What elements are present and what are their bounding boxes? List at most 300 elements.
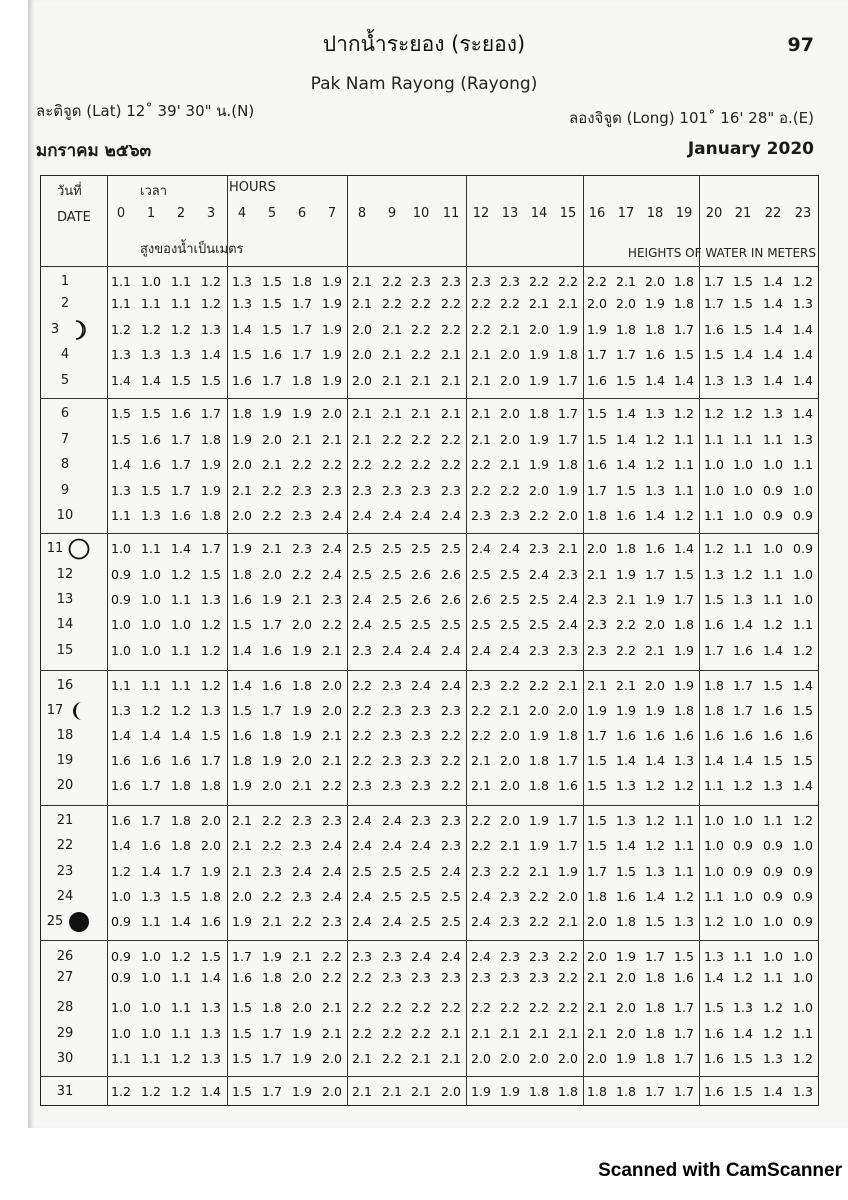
height-value: 2.3 — [529, 541, 549, 556]
height-value: 2.5 — [352, 864, 372, 879]
height-value: 2.3 — [500, 970, 520, 985]
height-value: 2.5 — [382, 864, 402, 879]
height-value: 1.7 — [645, 1084, 665, 1099]
height-value: 1.9 — [292, 703, 312, 718]
hour-label: 19 — [675, 206, 693, 221]
height-value: 2.1 — [500, 1026, 520, 1041]
height-value: 2.2 — [500, 1000, 520, 1015]
height-value: 1.8 — [529, 778, 549, 793]
height-value: 1.2 — [793, 274, 813, 289]
height-value: 1.1 — [171, 643, 191, 658]
height-value: 1.9 — [201, 864, 221, 879]
height-value: 2.3 — [382, 728, 402, 743]
height-value: 2.3 — [441, 813, 461, 828]
height-value: 1.5 — [201, 567, 221, 582]
height-value: 2.2 — [411, 347, 431, 362]
height-value: 1.0 — [111, 1000, 131, 1015]
height-value: 2.4 — [411, 508, 431, 523]
height-value: 1.4 — [616, 406, 636, 421]
hour-label: 22 — [764, 206, 782, 221]
height-value: 2.2 — [500, 864, 520, 879]
last-quarter-moon-icon — [67, 699, 91, 723]
height-value: 2.3 — [292, 813, 312, 828]
height-value: 1.4 — [793, 373, 813, 388]
height-value: 2.2 — [558, 1000, 578, 1015]
latitude-label: ละติจูด (Lat) 12˚ 39' 30" น.(N) — [36, 102, 255, 120]
height-value: 1.5 — [587, 813, 607, 828]
height-value: 2.4 — [441, 949, 461, 964]
height-value: 1.4 — [171, 541, 191, 556]
height-value: 1.6 — [262, 678, 282, 693]
height-value: 1.6 — [645, 541, 665, 556]
height-value: 1.6 — [262, 643, 282, 658]
height-value: 1.1 — [171, 592, 191, 607]
height-value: 1.2 — [674, 889, 694, 904]
height-value: 1.2 — [201, 617, 221, 632]
new-moon-icon — [67, 910, 91, 934]
height-value: 1.1 — [111, 274, 131, 289]
day-number: 4 — [60, 347, 70, 362]
height-value: 2.3 — [411, 703, 431, 718]
height-value: 2.2 — [529, 889, 549, 904]
hour-label: 2 — [176, 206, 186, 221]
height-value: 1.3 — [616, 813, 636, 828]
height-value: 0.9 — [793, 864, 813, 879]
height-value: 2.2 — [322, 970, 342, 985]
height-value: 2.0 — [587, 541, 607, 556]
height-value: 0.9 — [111, 970, 131, 985]
height-value: 1.9 — [529, 813, 549, 828]
height-value: 1.7 — [645, 567, 665, 582]
height-value: 2.3 — [471, 274, 491, 289]
height-value: 2.0 — [529, 1051, 549, 1066]
height-value: 2.3 — [441, 274, 461, 289]
height-value: 1.8 — [262, 970, 282, 985]
height-value: 2.4 — [322, 889, 342, 904]
height-value: 1.4 — [733, 617, 753, 632]
height-value: 2.0 — [322, 1051, 342, 1066]
height-value: 1.5 — [704, 347, 724, 362]
height-value: 1.2 — [704, 914, 724, 929]
height-value: 0.9 — [763, 838, 783, 853]
height-value: 1.5 — [111, 406, 131, 421]
height-value: 2.4 — [352, 617, 372, 632]
page-number: 97 — [787, 34, 814, 56]
height-value: 1.9 — [558, 864, 578, 879]
height-value: 1.0 — [793, 592, 813, 607]
height-value: 0.9 — [763, 864, 783, 879]
height-value: 1.0 — [733, 508, 753, 523]
height-value: 2.4 — [382, 914, 402, 929]
height-value: 1.0 — [141, 949, 161, 964]
height-value: 2.0 — [292, 970, 312, 985]
height-value: 2.3 — [411, 778, 431, 793]
column-divider — [466, 175, 467, 1106]
height-value: 2.3 — [411, 483, 431, 498]
height-value: 1.2 — [674, 508, 694, 523]
height-value: 2.0 — [529, 703, 549, 718]
height-value: 1.4 — [645, 508, 665, 523]
height-value: 1.6 — [616, 889, 636, 904]
height-value: 1.5 — [733, 296, 753, 311]
height-value: 1.3 — [232, 274, 252, 289]
hour-label: 23 — [794, 206, 812, 221]
height-value: 2.0 — [322, 678, 342, 693]
height-value: 2.4 — [322, 864, 342, 879]
height-value: 2.1 — [322, 643, 342, 658]
height-value: 1.1 — [141, 914, 161, 929]
height-value: 1.3 — [201, 592, 221, 607]
height-value: 1.8 — [616, 541, 636, 556]
height-value: 1.5 — [232, 617, 252, 632]
height-value: 1.8 — [674, 617, 694, 632]
height-value: 2.4 — [322, 541, 342, 556]
day-number: 7 — [60, 432, 70, 447]
height-value: 2.1 — [352, 1084, 372, 1099]
tide-table — [40, 175, 819, 1106]
scanner-watermark: Scanned with CamScanner — [598, 1160, 842, 1181]
height-value: 1.8 — [292, 678, 312, 693]
height-value: 1.2 — [111, 864, 131, 879]
height-value: 2.4 — [382, 838, 402, 853]
height-value: 2.4 — [411, 678, 431, 693]
height-value: 1.2 — [733, 970, 753, 985]
height-value: 2.2 — [441, 728, 461, 743]
height-value: 1.8 — [201, 432, 221, 447]
height-value: 2.1 — [352, 296, 372, 311]
height-value: 2.2 — [292, 567, 312, 582]
height-value: 1.8 — [232, 406, 252, 421]
height-value: 1.9 — [529, 432, 549, 447]
height-value: 1.9 — [232, 778, 252, 793]
height-value: 1.0 — [763, 541, 783, 556]
height-value: 2.3 — [411, 728, 431, 743]
height-value: 1.9 — [322, 296, 342, 311]
height-value: 1.4 — [674, 373, 694, 388]
height-value: 1.1 — [733, 432, 753, 447]
height-value: 1.3 — [111, 347, 131, 362]
height-value: 1.2 — [733, 406, 753, 421]
height-value: 2.3 — [529, 949, 549, 964]
height-value: 2.2 — [411, 322, 431, 337]
height-value: 1.3 — [201, 1000, 221, 1015]
height-value: 1.6 — [171, 406, 191, 421]
height-value: 1.3 — [733, 373, 753, 388]
height-value: 2.1 — [558, 914, 578, 929]
height-value: 1.1 — [674, 457, 694, 472]
height-value: 1.8 — [201, 889, 221, 904]
height-value: 0.9 — [763, 483, 783, 498]
height-value: 1.0 — [733, 483, 753, 498]
height-value: 2.0 — [232, 457, 252, 472]
height-value: 2.0 — [441, 1084, 461, 1099]
height-value: 2.3 — [292, 838, 312, 853]
height-value: 2.3 — [292, 508, 312, 523]
height-value: 1.0 — [733, 914, 753, 929]
day-number: 19 — [56, 753, 74, 768]
height-value: 2.2 — [471, 457, 491, 472]
height-value: 2.5 — [382, 567, 402, 582]
height-value: 2.0 — [352, 347, 372, 362]
height-value: 1.2 — [793, 813, 813, 828]
height-value: 1.6 — [111, 753, 131, 768]
height-value: 1.0 — [704, 838, 724, 853]
first-quarter-moon-icon — [67, 318, 91, 342]
height-value: 1.3 — [733, 592, 753, 607]
height-value: 2.2 — [616, 643, 636, 658]
height-value: 1.6 — [733, 643, 753, 658]
height-value: 1.2 — [763, 617, 783, 632]
height-value: 1.1 — [704, 889, 724, 904]
height-value: 1.5 — [674, 567, 694, 582]
day-number: 24 — [56, 889, 74, 904]
height-value: 2.5 — [411, 864, 431, 879]
height-value: 1.7 — [674, 1000, 694, 1015]
height-value: 1.9 — [292, 1084, 312, 1099]
height-value: 1.2 — [793, 1051, 813, 1066]
height-value: 1.9 — [616, 567, 636, 582]
height-value: 1.7 — [292, 347, 312, 362]
height-value: 2.5 — [352, 567, 372, 582]
height-value: 2.6 — [441, 567, 461, 582]
height-value: 1.6 — [558, 778, 578, 793]
height-value: 1.8 — [674, 296, 694, 311]
height-value: 1.0 — [141, 1000, 161, 1015]
height-value: 2.4 — [352, 813, 372, 828]
height-value: 1.6 — [262, 347, 282, 362]
column-divider — [107, 175, 108, 1106]
height-value: 2.1 — [529, 296, 549, 311]
height-value: 1.7 — [171, 432, 191, 447]
height-value: 2.2 — [262, 838, 282, 853]
day-number: 29 — [56, 1026, 74, 1041]
height-value: 2.4 — [471, 541, 491, 556]
height-value: 2.5 — [441, 617, 461, 632]
height-value: 2.1 — [471, 432, 491, 447]
height-value: 1.1 — [171, 1000, 191, 1015]
height-value: 1.9 — [471, 1084, 491, 1099]
height-value: 1.1 — [704, 432, 724, 447]
height-value: 1.7 — [558, 432, 578, 447]
day-number: 23 — [56, 864, 74, 879]
height-value: 1.7 — [587, 483, 607, 498]
height-value: 2.1 — [500, 703, 520, 718]
height-value: 2.4 — [441, 864, 461, 879]
time-label-thai: เวลา — [140, 184, 168, 199]
height-value: 2.4 — [529, 567, 549, 582]
day-number: 31 — [56, 1084, 74, 1099]
height-value: 1.7 — [558, 813, 578, 828]
height-value: 2.2 — [441, 457, 461, 472]
height-value: 1.8 — [232, 567, 252, 582]
height-value: 1.2 — [171, 1051, 191, 1066]
column-divider — [227, 175, 228, 1106]
height-value: 2.1 — [558, 678, 578, 693]
height-value: 2.0 — [558, 889, 578, 904]
row-divider — [40, 805, 819, 806]
height-value: 2.1 — [441, 1051, 461, 1066]
height-value: 1.1 — [171, 970, 191, 985]
height-value: 1.7 — [704, 296, 724, 311]
height-value: 2.2 — [558, 274, 578, 289]
height-value: 1.5 — [587, 838, 607, 853]
height-value: 2.4 — [322, 838, 342, 853]
height-value: 2.2 — [411, 1000, 431, 1015]
height-value: 2.5 — [382, 617, 402, 632]
hour-label: 3 — [206, 206, 216, 221]
height-value: 2.1 — [411, 1051, 431, 1066]
height-value: 1.9 — [529, 457, 549, 472]
height-value: 1.1 — [793, 1026, 813, 1041]
height-value: 2.4 — [471, 643, 491, 658]
height-value: 1.9 — [645, 703, 665, 718]
height-value: 2.2 — [262, 813, 282, 828]
height-value: 1.0 — [141, 1026, 161, 1041]
height-value: 1.3 — [232, 296, 252, 311]
height-value: 1.4 — [232, 322, 252, 337]
height-value: 1.8 — [616, 1084, 636, 1099]
day-number: 27 — [56, 970, 74, 985]
height-value: 2.1 — [616, 592, 636, 607]
height-value: 1.8 — [704, 678, 724, 693]
height-value: 2.0 — [232, 889, 252, 904]
height-value: 2.1 — [292, 949, 312, 964]
height-value: 1.5 — [262, 274, 282, 289]
height-value: 2.2 — [471, 838, 491, 853]
height-value: 2.0 — [471, 1051, 491, 1066]
height-value: 1.1 — [111, 296, 131, 311]
height-value: 0.9 — [793, 541, 813, 556]
day-number: 28 — [56, 1000, 74, 1015]
height-value: 2.1 — [616, 678, 636, 693]
height-value: 1.2 — [201, 274, 221, 289]
height-value: 1.9 — [322, 347, 342, 362]
height-value: 2.3 — [352, 778, 372, 793]
height-value: 1.8 — [558, 1084, 578, 1099]
day-number: 5 — [60, 373, 70, 388]
height-value: 2.0 — [292, 753, 312, 768]
height-value: 1.5 — [587, 778, 607, 793]
height-value: 1.0 — [793, 567, 813, 582]
hour-label: 17 — [617, 206, 635, 221]
height-value: 0.9 — [793, 508, 813, 523]
height-value: 1.9 — [500, 1084, 520, 1099]
hour-label: 4 — [237, 206, 247, 221]
height-value: 1.7 — [141, 778, 161, 793]
height-value: 2.1 — [411, 406, 431, 421]
height-value: 2.1 — [262, 541, 282, 556]
height-value: 1.4 — [111, 838, 131, 853]
height-value: 1.8 — [171, 778, 191, 793]
height-value: 2.2 — [471, 296, 491, 311]
height-value: 1.3 — [763, 1051, 783, 1066]
height-value: 2.1 — [292, 592, 312, 607]
height-value: 1.4 — [616, 432, 636, 447]
height-value: 2.6 — [441, 592, 461, 607]
height-value: 1.7 — [616, 347, 636, 362]
height-value: 2.3 — [587, 617, 607, 632]
height-value: 2.0 — [322, 406, 342, 421]
day-number: 17 — [46, 703, 64, 718]
height-value: 2.3 — [441, 703, 461, 718]
height-value: 1.9 — [292, 728, 312, 743]
height-value: 1.4 — [704, 970, 724, 985]
height-value: 1.2 — [674, 778, 694, 793]
day-number: 1 — [60, 274, 70, 289]
height-value: 1.5 — [763, 678, 783, 693]
height-value: 2.2 — [292, 457, 312, 472]
height-value: 1.9 — [529, 728, 549, 743]
height-value: 1.4 — [616, 838, 636, 853]
height-value: 2.0 — [500, 432, 520, 447]
height-value: 2.1 — [232, 864, 252, 879]
height-value: 2.1 — [262, 457, 282, 472]
height-value: 1.7 — [674, 1084, 694, 1099]
height-value: 1.9 — [674, 678, 694, 693]
height-value: 1.4 — [793, 778, 813, 793]
height-value: 1.1 — [111, 1051, 131, 1066]
height-value: 2.0 — [322, 1084, 342, 1099]
height-value: 1.6 — [645, 347, 665, 362]
height-value: 1.4 — [763, 1084, 783, 1099]
height-value: 2.1 — [292, 432, 312, 447]
height-value: 1.6 — [232, 728, 252, 743]
height-value: 1.0 — [111, 541, 131, 556]
height-value: 2.1 — [322, 432, 342, 447]
height-value: 1.6 — [674, 970, 694, 985]
height-value: 1.3 — [704, 949, 724, 964]
height-value: 1.3 — [645, 406, 665, 421]
height-value: 1.8 — [616, 322, 636, 337]
height-value: 2.0 — [587, 296, 607, 311]
height-value: 2.3 — [471, 508, 491, 523]
height-value: 2.3 — [441, 970, 461, 985]
height-value: 2.5 — [382, 889, 402, 904]
height-value: 1.8 — [704, 703, 724, 718]
height-value: 2.2 — [529, 914, 549, 929]
height-value: 1.5 — [587, 432, 607, 447]
height-value: 1.7 — [262, 1026, 282, 1041]
height-value: 0.9 — [111, 914, 131, 929]
height-value: 1.0 — [793, 949, 813, 964]
height-value: 1.6 — [201, 914, 221, 929]
hour-label: 10 — [412, 206, 430, 221]
height-value: 2.0 — [616, 1000, 636, 1015]
height-value: 2.2 — [322, 617, 342, 632]
height-value: 1.6 — [616, 728, 636, 743]
height-value: 2.2 — [500, 296, 520, 311]
height-value: 2.3 — [558, 643, 578, 658]
height-value: 2.2 — [441, 753, 461, 768]
height-value: 1.9 — [201, 483, 221, 498]
height-value: 2.3 — [352, 643, 372, 658]
height-value: 2.2 — [352, 457, 372, 472]
height-value: 1.5 — [232, 1051, 252, 1066]
page-subtitle: Pak Nam Rayong (Rayong) — [310, 74, 538, 94]
height-value: 2.2 — [382, 1026, 402, 1041]
height-value: 1.1 — [141, 541, 161, 556]
height-value: 2.2 — [322, 778, 342, 793]
height-value: 1.0 — [704, 864, 724, 879]
height-value: 1.1 — [674, 864, 694, 879]
height-value: 1.2 — [733, 778, 753, 793]
height-value: 1.6 — [704, 1051, 724, 1066]
height-value: 1.1 — [171, 274, 191, 289]
height-value: 2.2 — [352, 1000, 372, 1015]
height-value: 2.4 — [352, 592, 372, 607]
height-value: 2.3 — [558, 567, 578, 582]
height-value: 1.5 — [793, 753, 813, 768]
